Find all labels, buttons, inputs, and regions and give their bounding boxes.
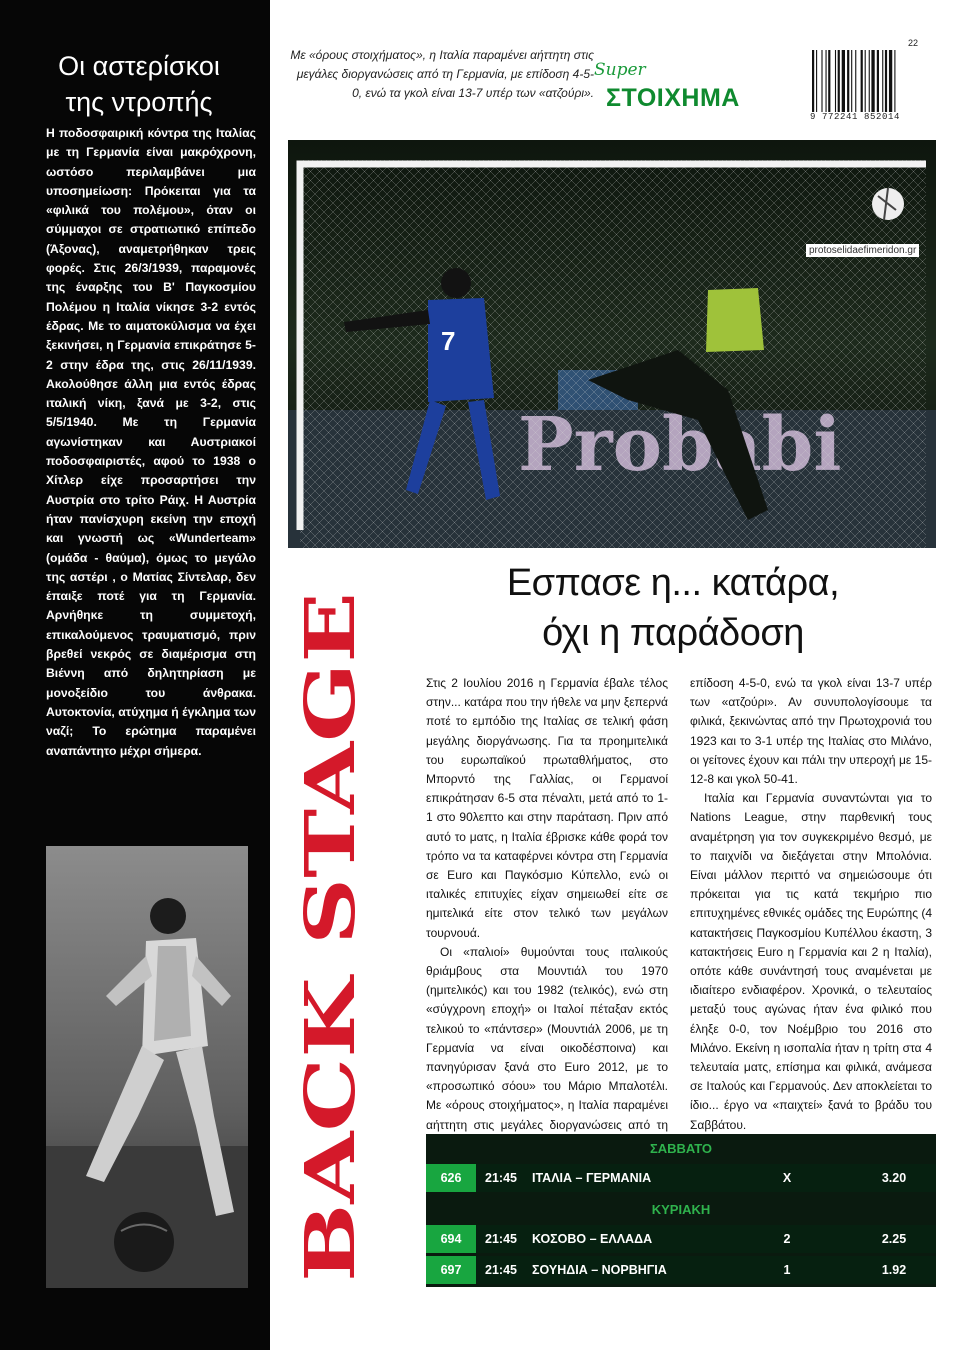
article-paragraph: Στις 2 Ιουλίου 2016 η Γερμανία έβαλε τέλος στην... κατάρα που την ήθελε να μην ξεπερνά ποτέ το εμπόδιο της Ιταλίας σε τελική φάση μεγάλης διοργάνωσης. Για τα προημιτελικά του ευρωπαϊκού πρωταθλήματος, στο Μπορντό της Γαλλίας, οι Γερμανοί επικράτησαν 6-5 στα πέναλτι, μετά από το 1-1 στο 90λεπτο και στην παράταση. Πριν από αυτό το ματς, η Ιταλία έβρισκε κάθε φορά τον τρόπο να τα καταφέρνει κόντρα στη Γερμανία σε Euro και Παγκόσμιο Κύπελλο, ενώ οι ιταλικές επιτυχίες είχαν σημειωθεί είτε σε ημιτελικά είτε στον τελικό των μεγάλων τουρνουά.	[426, 676, 668, 940]
issue-number: 22	[908, 38, 919, 48]
odds-pick: 2	[722, 1225, 852, 1253]
odds-pick: Χ	[722, 1164, 852, 1192]
sidebar-title: Οι αστερίσκοι της ντροπής	[58, 51, 220, 117]
article-paragraph: Ιταλία και Γερμανία συναντώνται για το Nations League, στην παρθενική τους αναμέτρηση για τον συγκεκριμένο θεσμό, με το παιχνίδι να διεξάγεται στην Μπολόνια. Είναι μάλλον περιττό να σημειώσουμε ότι πρόκειται για τις κατά τεκμήριο πιο επιτυχημένες εθνικές ομάδες της Ευρώπης (4 κατακτήσεις Παγκοσμίου Κυπέλλου έκαστη, 3 κατακτήσεις Euro η Γερμανία και 2 η Ιταλία), οπότε κάθε συνάντησή τους αναμένεται με ιδιαίτερο ενδιαφέρον. Χρονικά, ο τελευταίος μεταξύ τους αγώνας ήταν ένα φιλικό που έληξε 0-0, τον Νοέμβριο του 2016 στο Μιλάνο. Εκείνη η ισοπαλία ήταν η τρίτη στα 4 τελευταία ματς, επίσημα και φιλικά, ανάμεσα σε Ιταλούς και Γερμανούς. Δεν αποκλείεται το ίδιο... έργο να «παιχτεί» ξανά το βράδυ του Σαββάτου.	[690, 791, 932, 1132]
section-label-backstage	[291, 586, 371, 1286]
hero-photo	[288, 140, 936, 548]
odds-time: 21:45	[476, 1164, 526, 1192]
odds-match: ΣΟΥΗΔΙΑ – ΝΟΡΒΗΓΙΑ	[526, 1256, 722, 1284]
odds-code: 626	[426, 1164, 476, 1192]
svg-text:BACK STAGE: BACK STAGE	[291, 776, 371, 1282]
odds-row	[426, 1164, 936, 1195]
odds-row	[426, 1256, 936, 1287]
odds-value: 3.20	[852, 1164, 936, 1192]
article-paragraph: Οι «παλιοί» θυμούνται τους ιταλικούς θριάμβους στα Μουντιάλ του 1970 (ημιτελικός) και του 1982 (τελικός), ενώ στη «σύγχρονη εποχή» οι Ιταλοί πέταξαν εκτός τελικού το «πάντσερ» (Μουντιάλ 2006, με τη Γερμανία να είναι οικοδέσποινα) και πανηγύρισαν ξανά στο Euro 2012, με το «προσωπικό σόου» του Μάριο Μπαλοτέλι. Με «όρους στοιχήματος», η Ιταλία παραμένει αήττητη στις μεγάλες διοργανώσεις από τη	[426, 944, 668, 1132]
watermark: protoselidaefimeridon.gr	[806, 244, 919, 257]
barcode	[812, 50, 920, 112]
sidebar-footer-strip	[0, 1330, 270, 1350]
odds-match: ΙΤΑΛΙΑ – ΓΕΡΜΑΝΙΑ	[526, 1164, 722, 1192]
odds-pick: 1	[722, 1256, 852, 1284]
article-paragraph: επίδοση 4-5-0, ενώ τα γκολ είναι 13-7 υπέρ των «ατζούρι». Αν συνυπολογίσουμε τα φιλικά, ξεκινώντας από την Πρωτοχρονιά του 1923 και το 3-1 υπέρ της Ιταλίας στο Μιλάνο, οι γείτονες έχουν και πάλι την υπεροχή με 15-12-8 και γκολ 50-41.	[690, 676, 932, 787]
logo-stoixima: ΣΤΟΙΧΗΜΑ	[606, 84, 740, 112]
odds-day-header: ΚΥΡΙΑΚΗ	[426, 1195, 936, 1225]
header-teaser: Με «όρους στοιχήματος», η Ιταλία παραμένει αήττητη στις μεγάλες διοργανώσεις από τη Γερμανία, με επίδοση 4-5-0, ενώ τα γκολ είναι 13-7 υπέρ των «ατζούρι».	[290, 48, 594, 100]
odds-match: ΚΟΣΟΒΟ – ΕΛΛΑΔΑ	[526, 1225, 722, 1253]
odds-time: 21:45	[476, 1225, 526, 1253]
sidebar-photo	[46, 846, 248, 1288]
logo-super: Super	[594, 60, 646, 80]
odds-table	[426, 1134, 936, 1287]
odds-day-header: ΣΑΒΒΑΤΟ	[426, 1134, 936, 1164]
odds-time: 21:45	[476, 1256, 526, 1284]
odds-value: 2.25	[852, 1225, 936, 1253]
odds-row	[426, 1225, 936, 1256]
odds-value: 1.92	[852, 1256, 936, 1284]
article-column-2	[690, 674, 932, 1135]
odds-code: 694	[426, 1225, 476, 1253]
sidebar	[0, 0, 270, 1350]
article-column-1	[426, 674, 668, 1154]
sidebar-body: Η ποδοσφαιρική κόντρα της Ιταλίας με τη Γερμανία είναι μακρόχρονη, ωστόσο περιλαμβάνει μια υποσημείωση: Πρόκειται για τα «φιλικά του πολέμου», όταν οι σύμμαχοι σε στρατιωτικό επίπεδο (Άξονας), αναμετρήθηκαν τρεις φορές. Στις 26/3/1939, παραμονές της έναρξης του Β' Παγκοσμίου Πολέμου η Ιταλία νίκησε 3-2 εντός έδρας. Με το αιματοκύλισμα να έχει ξεκινήσει, η Γερμανία επικράτησε 5-2 στην έδρα της, στις 26/11/1939. Ακολούθησε άλλη μια εντός έδρας ιταλική νίκη, ξανά με 3-2, στις 5/5/1940. Με τη Γερμανία αγωνίστηκαν και Αυστριακοί ποδοσφαιριστές, αφού το 1938 ο Χίτλερ είχε προσαρτήσει την Αυστρία στο τρίτο Ράιχ. Η Αυστρία ήταν πανίσχυρη εκείνη την εποχή και γνωστή ως «Wunderteam» (ομάδα - θαύμα), όμως το μεγάλο της αστέρι , ο Ματίας Σίντελαρ, δεν έπαιξε ποτέ για τη Γερμανία. Αρνήθηκε τη συμμετοχή, επικαλούμενος τραυματισμό, πριν βρεθεί νεκρός σε διαμέρισμα στη Βιέννη από δηλητηρίαση με μονοξείδιο του άνθρακα. Αυτοκτονία, ατύχημα ή έγκλημα των ναζί; Το ερώτημα παραμένει αναπάντητο μέχρι σήμερα.	[46, 126, 256, 758]
article-headline: Εσπασε η... κατάρα, όχι η παράδοση	[506, 562, 840, 654]
odds-code: 697	[426, 1256, 476, 1284]
barcode-digits: 9 772241 852014	[810, 112, 901, 122]
svg-text:7: 7	[441, 326, 456, 356]
